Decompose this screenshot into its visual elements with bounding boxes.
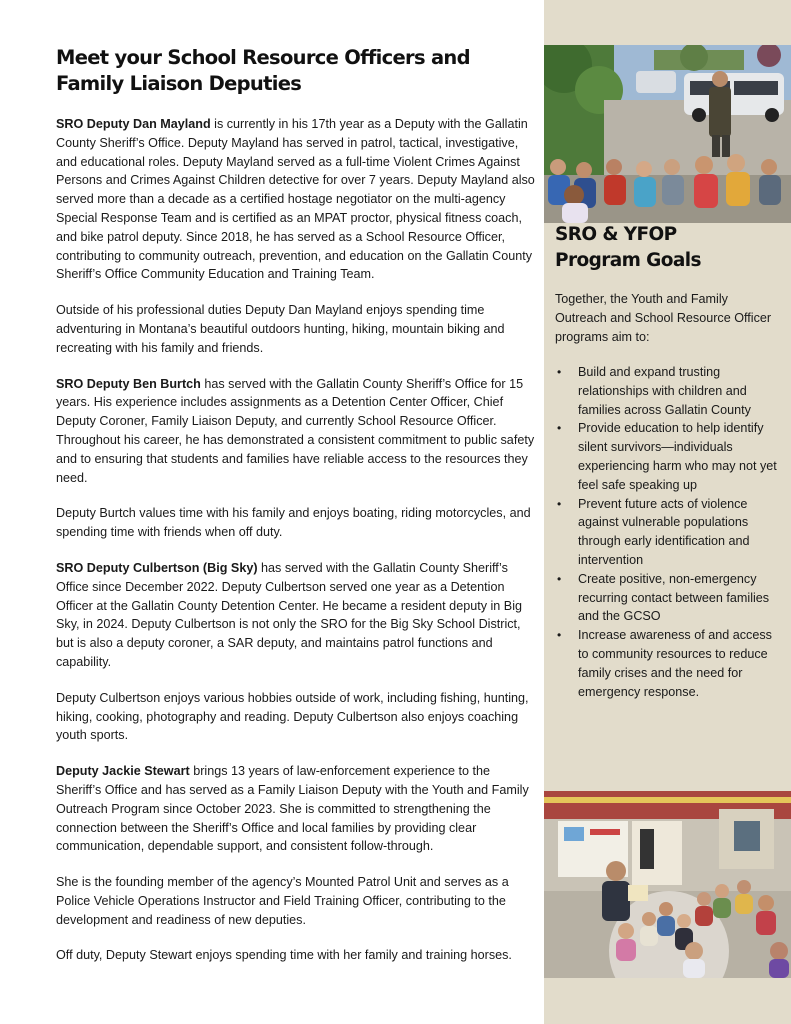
bio-text: She is the founding member of the agency’s Mounted Patrol Unit and serves as a Police Vehicle Operations Instructor and Field Training Officer, contributing to the development and readiness of new deputies. [56, 875, 509, 927]
bio-text: Outside of his professional duties Deputy Dan Mayland enjoys spending time adventuring in Montana’s beautiful outdoors hunting, hiking, mountain biking and recreating with his family and friends. [56, 303, 505, 355]
sidebar-heading [555, 222, 781, 274]
bio-mayland-hobbies [56, 301, 536, 357]
bullet-icon: • [557, 365, 562, 379]
goal-text: Create positive, non-emergency recurring contact between families and the GCSO [578, 571, 770, 624]
bio-stewart-mounted [56, 873, 536, 929]
bullet-icon: • [557, 628, 562, 643]
bio-burtch [56, 375, 536, 488]
bio-text: is currently in his 17th year as a Deputy with the Gallatin County Sheriff’s Office. Deputy Mayland has served in patrol, tactical, investigative, and educational roles. Deputy Mayland served as a full-time Violent Crimes Against Persons and Crimes Against Children detective for over 7 years. Deputy Mayland also served more than a decade as a certified hostage negotiator on the multi-agency Special Response Team and is certified as an MPAT proctor, physical fitness coach, and bike patrol deputy. Since 2018, he has served as a School Resource Officer, contributing to community outreach, prevention, and education on the Gallatin County Sheriff’s Office Community Education and Training Team. [56, 117, 535, 282]
goal-text: Increase awareness of and access to community resources to reduce family crises and the need for emergency response. [578, 628, 772, 699]
goal-item [555, 419, 781, 494]
bio-name: SRO Deputy Dan Mayland [56, 117, 211, 131]
photo-outdoor-students [544, 45, 791, 223]
goals-list [555, 363, 781, 701]
photo-classroom-reading [544, 791, 791, 978]
bio-name: SRO Deputy Ben Burtch [56, 376, 201, 391]
bio-mayland [56, 115, 536, 284]
bio-culbertson [56, 559, 536, 672]
sidebar-panel [544, 0, 791, 1024]
bullet-icon: • [557, 496, 562, 511]
goal-item [555, 363, 781, 419]
bio-stewart [56, 762, 536, 856]
bio-text: Deputy Culbertson enjoys various hobbies outside of work, including fishing, hunting, hiking, cooking, photography and reading. Deputy Culbertson also enjoys coaching youth sports. [56, 690, 529, 743]
bio-name: SRO Deputy Culbertson (Big Sky) [56, 560, 258, 575]
bio-name: Deputy Jackie Stewart [56, 764, 190, 779]
goal-item [555, 626, 781, 701]
sidebar-heading-line2: Program Goals [555, 250, 701, 271]
bio-text: Off duty, Deputy Stewart enjoys spending time with her family and training horses. [56, 948, 512, 963]
bio-text: Deputy Burtch values time with his family and enjoys boating, riding motorcycles, and spending time with friends when off duty. [56, 506, 531, 540]
bio-text: has served with the Gallatin County Sheriff’s Office since December 2022. Deputy Culbertson served one year as a Detention Officer at the Gallatin County Detention Center. He became a resident deputy in Big Sky, in 2024. Deputy Culbertson is not only the SRO for the Big Sky School District, but is also a deputy coroner, a SAR deputy, and maintains patrol functions and capability. [56, 560, 522, 669]
bio-culbertson-hobbies [56, 689, 536, 745]
sidebar-heading-line1: SRO & YFOP [555, 224, 677, 245]
bullet-icon: • [557, 421, 562, 436]
bio-stewart-hobbies [56, 946, 536, 965]
page-title: Meet your School Resource Officers and Family Liaison Deputies [56, 46, 470, 95]
bio-text: brings 13 years of law-enforcement experience to the Sheriff’s Office and has served as a Family Liaison Deputy with the Youth and Family Outreach Program since October 2023. She is committed to strengthening the connection between the Sheriff’s Office and local families by providing clear communication, dependable support, and consistent follow-through. [56, 764, 529, 854]
goal-item [555, 495, 781, 570]
goal-item [555, 570, 781, 626]
main-column [56, 45, 536, 982]
goal-text: Build and expand trusting relationships with children and families across Gallatin County [578, 365, 751, 417]
bio-burtch-hobbies [56, 504, 536, 542]
bullet-icon: • [557, 571, 562, 586]
bio-text: has served with the Gallatin County Sheriff’s Office for 15 years. His experience includes assignments as a Detention Center Officer, Chief Deputy Coroner, Family Liaison Deputy, and currently School Resource Officer. Throughout his career, he has demonstrated a consistent commitment to public safety and to ensuring that students and families have reliable access to the resources they need. [56, 376, 535, 485]
goal-text: Provide education to help identify silent survivors—individuals experiencing harm who may not yet feel safe speaking up [578, 421, 777, 492]
goal-text: Prevent future acts of violence against vulnerable populations through early identification and intervention [578, 496, 750, 567]
sidebar-intro: Together, the Youth and Family Outreach and School Resource Officer programs aim to: [555, 292, 772, 344]
